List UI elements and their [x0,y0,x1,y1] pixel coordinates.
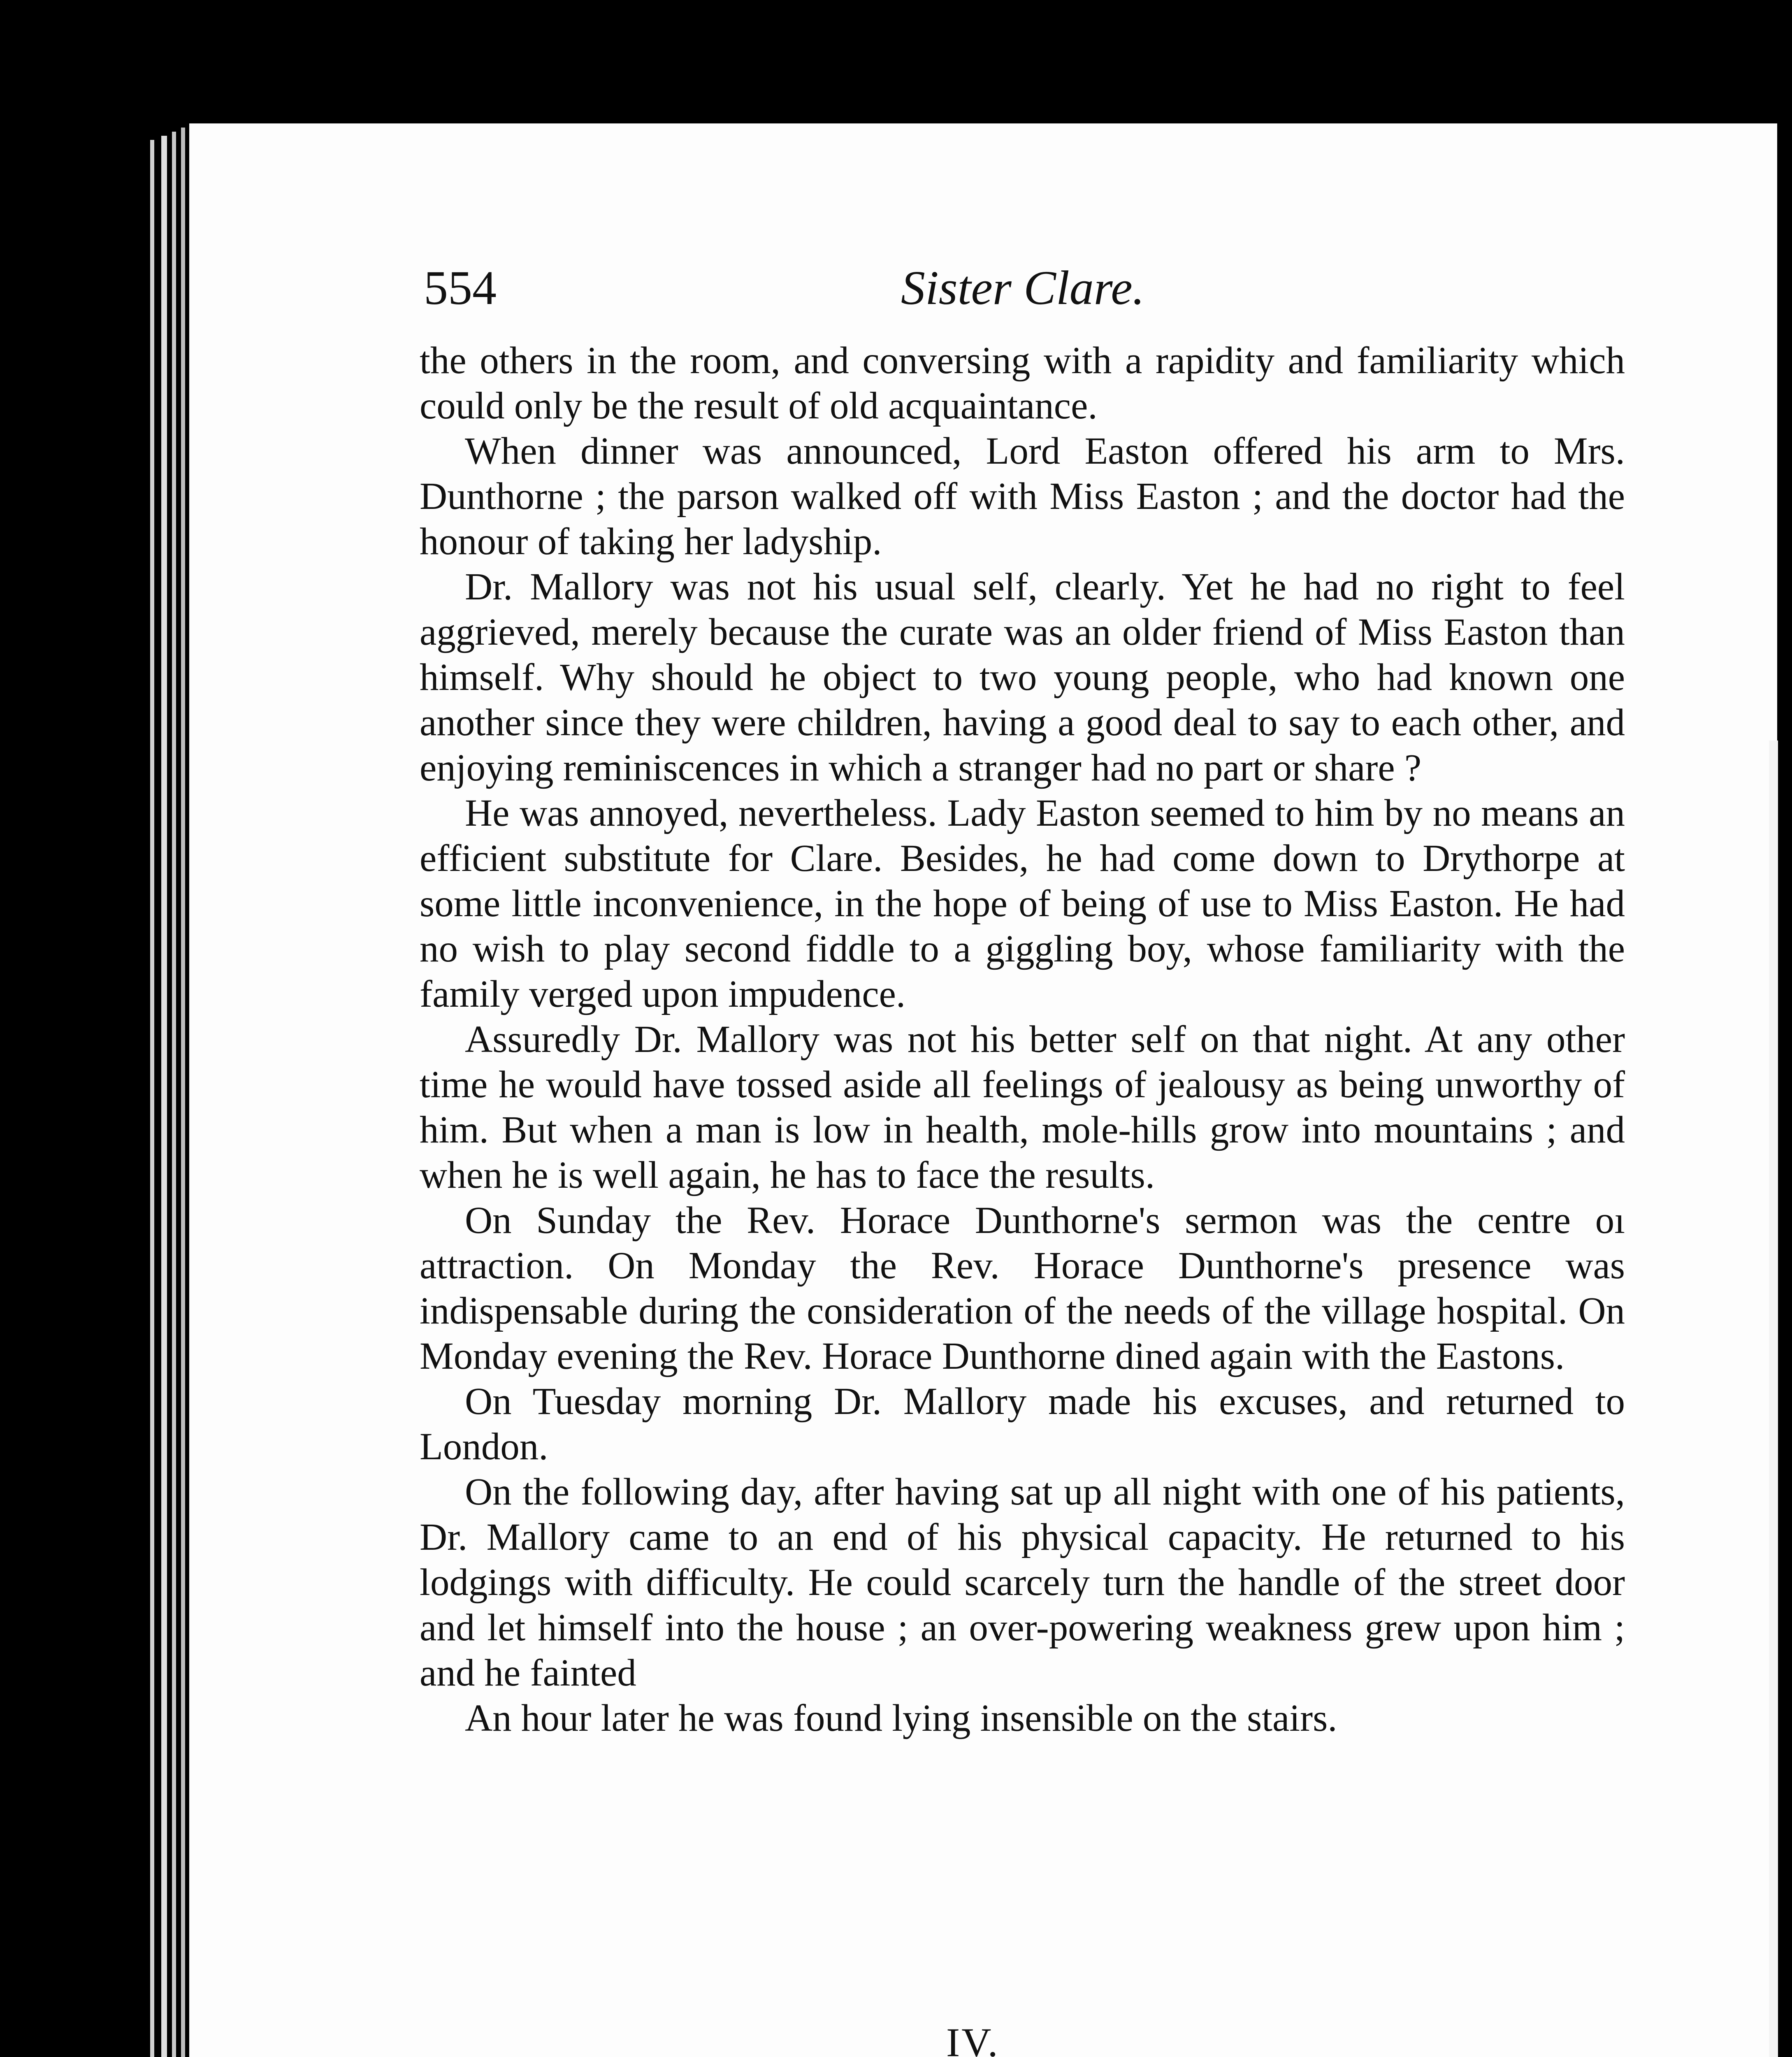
paragraph: He was annoyed, nevertheless. Lady Easton seemed to him by no means an efficient substitute for Clare. Besides, he had come down to Drythorpe at some little inconvenience, in the hope of being of use to Miss Easton. He had no wish to play second fiddle to a giggling boy, whose familiarity with the family verged upon impudence. [420,792,1625,1015]
running-title: Sister Clare. [901,261,1145,315]
paragraph: On the following day, after having sat up all night with one of his patients, Dr. Mallory came to an end of his physical capacity. He returned to his lodgings with difficulty. He could scarcely turn the handle of the street door and let himself into the house ; an over-powering weakness grew upon him ; and he fainted [420,1471,1625,1694]
paragraph: On Sunday the Rev. Horace Dunthorne's sermon was the centre oı attraction. On Monday the Rev. Horace Dunthorne's presence was indispensable during the consideration of the needs of the village hospital. On Monday evening the Rev. Horace Dunthorne dined again with the Eastons. [420,1199,1625,1377]
page-edge [161,136,167,2057]
paragraph: Assuredly Dr. Mallory was not his better self on that night. At any other time he would have tossed aside all feelings of jealousy as being unworthy of him. But when a man is low in health, mole-hills grow into mountains ; and when he is well again, he has to face the results. [420,1018,1625,1196]
section-heading: IV. [946,2020,1000,2057]
page-edge [172,132,176,2057]
paragraph: On Tuesday morning Dr. Mallory made his excuses, and returned to London. [420,1380,1625,1468]
page-edge [181,128,185,2057]
page-edge [150,140,154,2057]
page-header [424,255,1164,321]
body-text [420,338,1625,1741]
page-number: 554 [424,261,497,315]
paragraph: Dr. Mallory was not his usual self, clearly. Yet he had no right to feel aggrieved, merely because the curate was an older friend of Miss Easton than himself. Why should he object to two young people, who had known one another since they were children, having a good deal to say to each other, and enjoying reminiscences in which a stranger had no part or share ? [420,566,1625,789]
paragraph: An hour later he was found lying insensible on the stairs. [465,1697,1337,1739]
paragraph: When dinner was announced, Lord Easton offered his arm to Mrs. Dunthorne ; the parson walked off with Miss Easton ; and the doctor had the honour of taking her ladyship. [420,430,1625,563]
page-edge-right [1769,741,1778,2057]
paragraph: the others in the room, and conversing with a rapidity and familiarity which could only be the result of old acquaintance. [420,339,1625,427]
